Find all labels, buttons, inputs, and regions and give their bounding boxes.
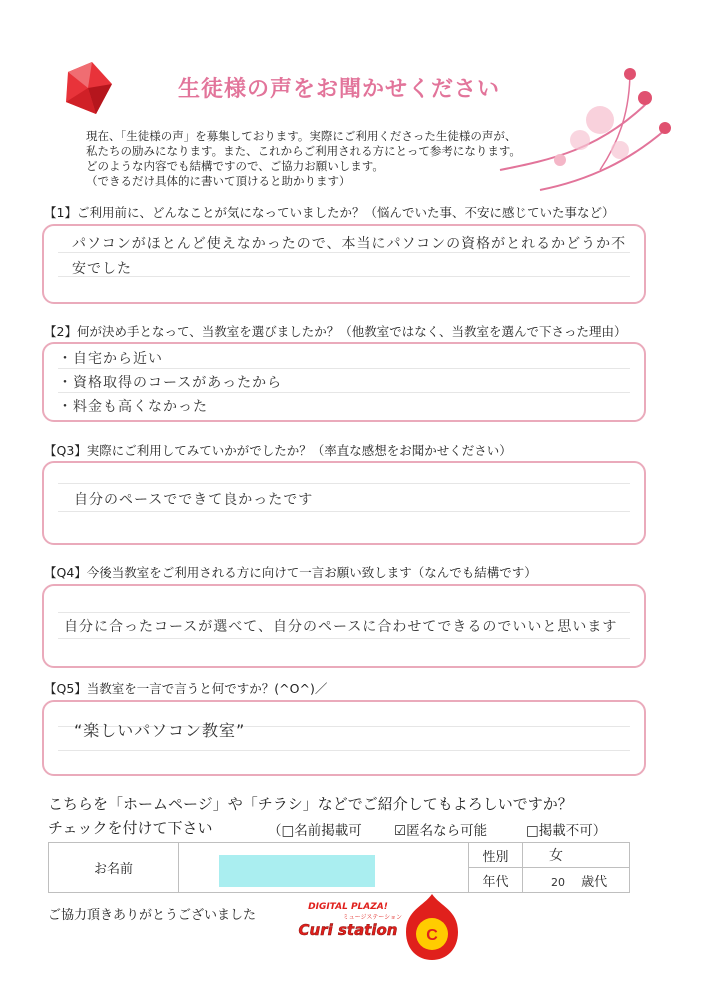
answer-text: 自分のペースでできて良かったです [74, 492, 314, 508]
answer-text: “楽しいパソコン教室” [74, 721, 246, 740]
intro-line: （できるだけ具体的に書いて頂けると助かります） [86, 174, 351, 188]
answer-text: パソコンがほとんど使えなかったので、本当にパソコンの資格がとれるかどうか不安でした [72, 236, 627, 277]
answer-text: ・資格取得のコースがあったから [58, 375, 283, 391]
logo-top-text: DIGITAL PLAZA! [308, 902, 388, 912]
consent-instruction: チェックを付けて下さい [48, 819, 213, 837]
brand-logo [288, 902, 408, 958]
name-field[interactable] [179, 843, 469, 893]
option-no-publish[interactable]: □掲載不可） [526, 823, 607, 839]
answer-box-5[interactable] [42, 700, 646, 776]
logo-main-text: Curi station [298, 921, 398, 939]
answer-text: ・自宅から近い [58, 351, 163, 367]
name-label: お名前 [49, 843, 179, 893]
answer-box-3[interactable] [42, 461, 646, 545]
age-value: 20 [551, 875, 565, 889]
mascot-badge-icon [400, 892, 464, 964]
consent-question: こちらを「ホームページ」や「チラシ」などでご紹介してもよろしいですか？ [48, 795, 573, 813]
age-suffix: 歳代 [581, 874, 608, 890]
age-field[interactable] [523, 868, 630, 893]
red-gem-icon [58, 58, 118, 120]
gender-value: 女 [549, 848, 564, 864]
badge-letter: C [426, 927, 438, 944]
answer-text: ・料金も高くなかった [58, 399, 208, 415]
info-form [48, 842, 630, 893]
question-5-label: 【Q5】当教室を一言で言うと何ですか？(^O^)／ [44, 681, 328, 696]
age-label: 年代 [469, 868, 523, 893]
answer-box-1[interactable] [42, 224, 646, 304]
intro-line: 私たちの励みになります。また、これからご利用される方にとって参考になります。 [86, 144, 521, 158]
intro-line: どのような内容でも結構ですので、ご協力お願いします。 [86, 159, 384, 173]
question-3-label: 【Q3】実際にご利用してみていかがでしたか？（率直な感想をお聞かせください） [44, 443, 512, 458]
question-4-label: 【Q4】今後当教室をご利用される方に向けて一言お願い致します（なんでも結構です） [44, 565, 537, 580]
question-1-label: 【1】ご利用前に、どんなことが気になっていましたか？（悩んでいた事、不安に感じていた事など） [44, 205, 615, 220]
answer-box-2[interactable] [42, 342, 646, 422]
question-2-label: 【2】何が決め手となって、当教室を選びましたか？（他教室ではなく、当教室を選んで下さった理由） [44, 324, 627, 339]
logo-sub-text: ミュージステーション [342, 914, 402, 921]
gender-label: 性別 [469, 843, 523, 868]
redacted-name [219, 855, 375, 887]
intro-line: 現在、「生徒様の声」を募集しております。実際にご利用くださった生徒様の声が、 [86, 129, 517, 143]
option-name-ok[interactable]: （□名前掲載可 [268, 823, 362, 839]
thanks-text: ご協力頂きありがとうございました [48, 908, 257, 923]
option-anonymous-ok[interactable]: ☑匿名なら可能 [394, 823, 488, 839]
gender-field[interactable] [523, 843, 630, 868]
answer-box-4[interactable] [42, 584, 646, 668]
page-title: 生徒様の声をお聞かせください [178, 77, 501, 102]
answer-text: 自分に合ったコースが選べて、自分のペースに合わせてできるのでいいと思います [64, 619, 618, 635]
intro-text [86, 129, 521, 189]
